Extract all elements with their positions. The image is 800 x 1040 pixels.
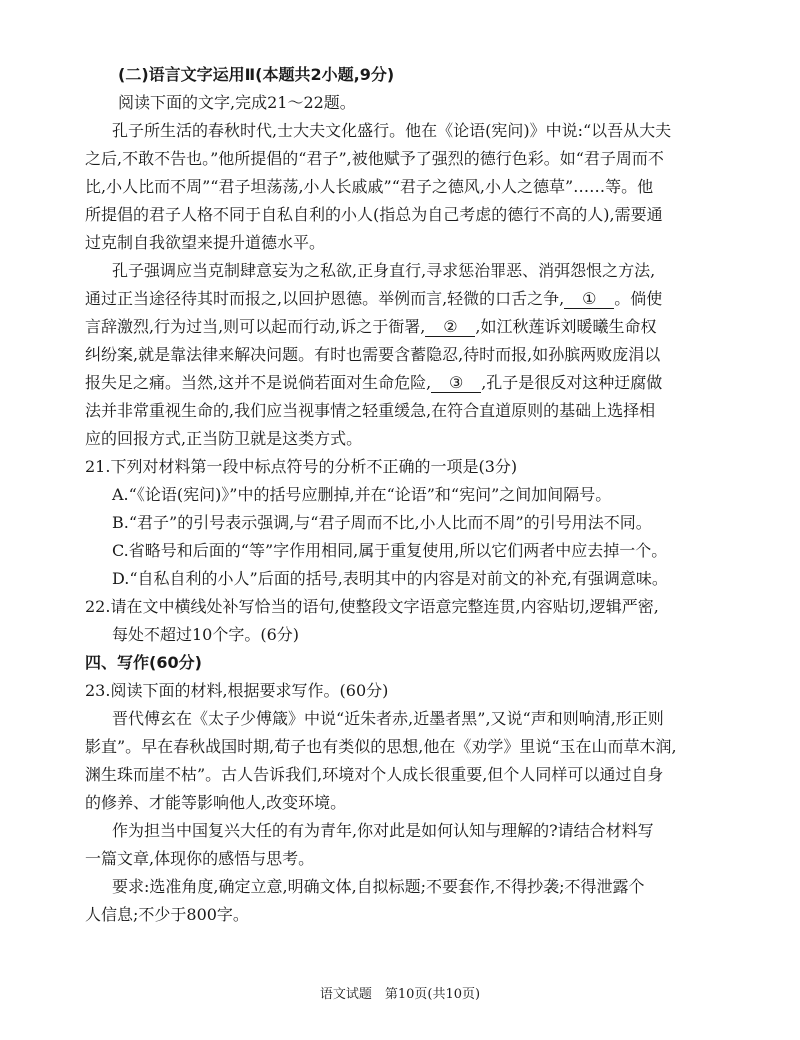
passage-text: 报失足之痛。当然,这并不是说倘若面对生命危险, <box>85 373 432 392</box>
passage-p2-line6: 法并非常重视生命的,我们应当视事情之轻重缓急,在符合直道原则的基础上选择相 <box>85 401 656 420</box>
passage-p2-line2 <box>85 288 662 310</box>
passage-p1-line1: 孔子所生活的春秋时代,士大夫文化盛行。他在《论语(宪问)》中说:“以吾从大夫 <box>112 121 672 140</box>
passage-p2-line5 <box>85 372 662 394</box>
passage-text: 。倘使 <box>614 289 663 308</box>
question-22-line2: 每处不超过10个字。(6分) <box>112 625 300 644</box>
passage-p2-line4: 纠纷案,就是靠法律来解决问题。有时也需要含蓄隐忍,待时而报,如孙膑两败庞涓以 <box>85 345 661 364</box>
passage-text: ,孔子是很反对这种迂腐做 <box>481 373 663 392</box>
passage-text: 言辞激烈,行为过当,则可以起而行动,诉之于衙署, <box>85 317 426 336</box>
passage-p2-line3 <box>85 316 656 338</box>
question-21-option-b: B.“君子”的引号表示强调,与“君子周而不比,小人比而不周”的引号用法不同。 <box>112 513 652 532</box>
material-p2-line2: 一篇文章,体现你的感悟与思考。 <box>85 849 315 868</box>
answer-blank-3[interactable]: ③ <box>431 374 481 393</box>
answer-blank-2[interactable]: ② <box>425 318 475 337</box>
passage-p2-line7: 应的回报方式,正当防卫就是这类方式。 <box>85 429 363 448</box>
question-23-stem: 23.阅读下面的材料,根据要求写作。(60分) <box>85 681 389 700</box>
answer-blank-1[interactable]: ① <box>564 290 614 309</box>
passage-p2-line1: 孔子强调应当克制肆意妄为之私欲,正身直行,寻求惩治罪恶、消弭怨恨之方法, <box>112 261 656 280</box>
passage-p1-line5: 过克制自我欲望来提升道德水平。 <box>85 233 326 252</box>
passage-text: ,如江秋莲诉刘暖曦生命权 <box>475 317 657 336</box>
passage-p1-line2: 之后,不敢不告也。”他所提倡的“君子”,被他赋予了强烈的德行色彩。如“君子周而不 <box>85 149 664 168</box>
material-p1-line3: 渊生珠而崖不枯”。古人告诉我们,环境对个人成长很重要,但个人同样可以通过自身 <box>85 765 664 784</box>
question-21-stem: 21.下列对材料第一段中标点符号的分析不正确的一项是(3分) <box>85 457 518 476</box>
question-22-line1: 22.请在文中横线处补写恰当的语句,使整段文字语意完整连贯,内容贴切,逻辑严密, <box>85 597 659 616</box>
section-heading: (二)语言文字运用Ⅱ(本题共2小题,9分) <box>118 65 395 84</box>
question-21-option-d: D.“自私自利的小人”后面的括号,表明其中的内容是对前文的补充,有强调意味。 <box>112 569 668 588</box>
question-21-option-c: C.省略号和后面的“等”字作用相同,属于重复使用,所以它们两者中应去掉一个。 <box>112 541 668 560</box>
material-p1-line2: 影直”。早在春秋战国时期,荀子也有类似的思想,他在《劝学》里说“玉在山而草木润, <box>85 737 677 756</box>
passage-p1-line4: 所提倡的君子人格不同于自私自利的小人(指总为自己考虑的德行不高的人),需要通 <box>85 205 663 224</box>
requirements-line2: 人信息;不少于800字。 <box>85 905 249 924</box>
writing-section-heading: 四、写作(60分) <box>85 653 202 672</box>
passage-text: 通过正当途径待其时而报之,以回护恩德。举例而言,轻微的口舌之争, <box>85 289 565 308</box>
question-21-option-a: A.“《论语(宪问)》”中的括号应删掉,并在“论语”和“宪问”之间加间隔号。 <box>112 485 612 504</box>
material-p1-line4: 的修养、才能等影响他人,改变环境。 <box>85 793 347 812</box>
page-footer: 语文试题 第10页(共10页) <box>319 987 481 1002</box>
passage-p1-line3: 比,小人比而不周”“君子坦荡荡,小人长戚戚”“君子之德风,小人之德草”……等。他 <box>85 177 654 196</box>
material-p2-line1: 作为担当中国复兴大任的有为青年,你对此是如何认知与理解的?请结合材料写 <box>112 821 654 840</box>
material-p1-line1: 晋代傅玄在《太子少傅箴》中说“近朱者赤,近墨者黑”,又说“声和则响清,形正则 <box>112 709 664 728</box>
requirements-line1: 要求:选准角度,确定立意,明确文体,自拟标题;不要套作,不得抄袭;不得泄露个 <box>112 877 645 896</box>
reading-instruction: 阅读下面的文字,完成21～22题。 <box>118 93 356 112</box>
